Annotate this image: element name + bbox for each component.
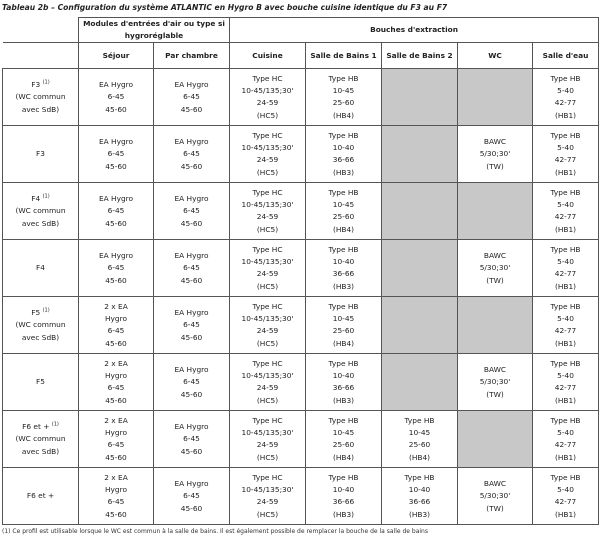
cell-line: 2 x EA — [104, 473, 128, 482]
col-wc: WC — [458, 43, 533, 69]
cell-sdb2 — [382, 183, 458, 240]
cell-line: 42-77 — [554, 326, 577, 336]
cell-line: 45-60 — [105, 452, 127, 462]
cell-line: 45-60 — [180, 161, 203, 171]
cell-cuisine — [230, 126, 306, 183]
cell-line: 45-60 — [105, 161, 127, 171]
cell-sdb1 — [306, 354, 382, 411]
table-row — [3, 354, 599, 411]
cell-line: Type HB — [550, 302, 581, 311]
cell-chambre — [154, 183, 230, 240]
cell-sdb1 — [306, 297, 382, 354]
cell-sdb2 — [382, 126, 458, 183]
cell-line: 45-60 — [180, 503, 203, 513]
cell-wc — [458, 297, 533, 354]
cell-line: 45-60 — [180, 218, 203, 228]
cell-line: 5-40 — [557, 428, 574, 438]
footnote-ref: (1) — [42, 193, 50, 200]
cell-line: 6-45 — [107, 149, 125, 159]
cell-line: (HB4) — [332, 338, 355, 348]
cell-line: 10-45/135;30' — [241, 143, 294, 153]
cell-chambre — [154, 354, 230, 411]
cell-line: 6-45 — [107, 440, 125, 450]
table-row — [3, 411, 599, 468]
cell-line: 10-45 — [332, 200, 355, 210]
cell-line: Type HB — [404, 416, 435, 425]
cell-line: (HB4) — [408, 452, 431, 462]
cell-line: 2 x EA — [104, 302, 128, 311]
cell-chambre — [154, 69, 230, 126]
cell-line: 42-77 — [554, 269, 577, 279]
cell-sdb1 — [306, 240, 382, 297]
cell-line: Type HB — [328, 416, 359, 425]
cell-line: Type HB — [328, 359, 359, 368]
table-row — [3, 183, 599, 240]
cell-line: 10-45/135;30' — [241, 485, 294, 495]
cell-line: 24-59 — [256, 326, 279, 336]
cell-line: Hygro — [104, 485, 128, 495]
cell-line: 45-60 — [105, 275, 127, 285]
cell-line: Type HB — [328, 473, 359, 482]
cell-sdb2 — [382, 468, 458, 525]
cell-line: 24-59 — [256, 155, 279, 165]
cell-line: (HC5) — [256, 452, 279, 462]
cell-line: (HC5) — [256, 167, 279, 177]
cell-line: Type HB — [328, 245, 359, 254]
footnote-ref: (1) — [42, 79, 50, 86]
table-row — [3, 126, 599, 183]
cell-eau — [533, 297, 599, 354]
row-label-line: F4 $^{(1)}$ — [31, 193, 50, 204]
col-salle-eau: Salle d'eau — [533, 43, 599, 69]
cell-sdb2 — [382, 354, 458, 411]
row-label-line: (WC commun — [15, 434, 66, 444]
row-label — [3, 297, 79, 354]
table-title: Tableau 2b – Configuration du système ATLANTIC en Hygro B avec bouche cuisine identique du F3 au F7 — [2, 3, 448, 12]
cell-line: 10-45 — [332, 314, 355, 324]
cell-line: Type HB — [550, 188, 581, 197]
cell-line: 2 x EA — [104, 416, 128, 425]
cell-line: 10-45/135;30' — [241, 86, 294, 96]
cell-line: EA Hygro — [174, 365, 209, 375]
cell-line: (TW) — [486, 389, 504, 399]
cell-line: 36-66 — [408, 497, 431, 507]
cell-eau — [533, 468, 599, 525]
cell-line: 6-45 — [183, 149, 200, 159]
cell-line: 5/30;30' — [479, 491, 511, 501]
cell-chambre — [154, 411, 230, 468]
row-label — [3, 69, 79, 126]
cell-eau — [533, 240, 599, 297]
cell-line: 6-45 — [183, 377, 200, 387]
row-label-line: F3 — [36, 149, 45, 159]
cell-line: (HB1) — [554, 452, 577, 462]
cell-line: 5-40 — [557, 86, 574, 96]
cell-line: 45-60 — [105, 338, 127, 348]
table-row — [3, 297, 599, 354]
cell-line: 10-40 — [332, 485, 355, 495]
cell-line: EA Hygro — [98, 194, 134, 204]
row-label-line: F6 et + $^{(1)}$ — [22, 421, 59, 432]
cell-line: 6-45 — [183, 206, 200, 216]
row-label-line: avec SdB) — [21, 104, 60, 114]
cell-line: 10-45 — [408, 428, 431, 438]
modules-header: Modules d'entrées d'air ou type si hygroréglable — [79, 18, 230, 43]
row-label-line: avec SdB) — [21, 332, 60, 342]
cell-line: 24-59 — [256, 383, 279, 393]
cell-line: (TW) — [486, 161, 504, 171]
cell-line: EA Hygro — [174, 422, 209, 432]
row-label — [3, 411, 79, 468]
cell-line: EA Hygro — [174, 479, 209, 489]
cell-line: 10-40 — [332, 371, 355, 381]
cell-line: (HB3) — [332, 167, 355, 177]
row-label — [3, 468, 79, 525]
cell-line: Type HC — [252, 359, 283, 368]
cell-line: BAWC — [483, 479, 507, 489]
footnote-ref: (1) — [42, 307, 50, 314]
cell-line: 24-59 — [256, 497, 279, 507]
table-row — [3, 240, 599, 297]
cell-line: 42-77 — [554, 212, 577, 222]
cell-line: 36-66 — [332, 155, 355, 165]
cell-chambre — [154, 297, 230, 354]
col-sdb2: Salle de Bains 2 — [382, 43, 458, 69]
cell-line: 6-45 — [107, 263, 125, 273]
cell-line: Type HC — [252, 74, 283, 83]
cell-line: BAWC — [483, 251, 507, 261]
cell-line: EA Hygro — [174, 308, 209, 318]
cell-line: Type HB — [550, 359, 581, 368]
cell-line: 36-66 — [332, 383, 355, 393]
table-row — [3, 69, 599, 126]
cell-line: 10-45/135;30' — [241, 371, 294, 381]
cell-line: 25-60 — [332, 98, 355, 108]
cell-line: Type HB — [550, 245, 581, 254]
cell-line: EA Hygro — [174, 137, 209, 147]
cell-sejour — [79, 297, 154, 354]
col-sdb1: Salle de Bains 1 — [306, 43, 382, 69]
cell-line: 25-60 — [332, 440, 355, 450]
cell-wc — [458, 126, 533, 183]
cell-line: EA Hygro — [174, 80, 209, 90]
row-label-line: avec SdB) — [21, 446, 60, 456]
cell-line: 6-45 — [183, 92, 200, 102]
cell-line: (HB3) — [332, 281, 355, 291]
row-label — [3, 126, 79, 183]
cell-wc — [458, 354, 533, 411]
cell-chambre — [154, 240, 230, 297]
corner-cell-2 — [3, 43, 79, 69]
row-label-line: F5 $^{(1)}$ — [31, 307, 50, 318]
row-label-line: (WC commun — [15, 92, 66, 102]
cell-cuisine — [230, 411, 306, 468]
row-label-line: F3 $^{(1)}$ — [31, 79, 50, 90]
cell-line: (HB3) — [408, 509, 431, 519]
cell-line: 6-45 — [107, 326, 125, 336]
cell-line: Type HB — [550, 416, 581, 425]
cell-line: (HB4) — [332, 110, 355, 120]
cell-sdb1 — [306, 468, 382, 525]
cell-sejour — [79, 468, 154, 525]
cell-cuisine — [230, 69, 306, 126]
cell-line: 24-59 — [256, 440, 279, 450]
cell-line: Type HB — [328, 188, 359, 197]
cell-line: 36-66 — [332, 497, 355, 507]
cell-line: (HB4) — [332, 224, 355, 234]
cell-line: 6-45 — [107, 92, 125, 102]
cell-line: 10-45/135;30' — [241, 257, 294, 267]
cell-line: EA Hygro — [174, 194, 209, 204]
cell-cuisine — [230, 354, 306, 411]
cell-line: 42-77 — [554, 440, 577, 450]
cell-line: 45-60 — [180, 389, 203, 399]
cell-sdb1 — [306, 69, 382, 126]
cell-line: (TW) — [486, 503, 504, 513]
cell-line: 5-40 — [557, 200, 574, 210]
cell-line: (HB3) — [332, 509, 355, 519]
cell-eau — [533, 183, 599, 240]
cell-sdb1 — [306, 411, 382, 468]
row-label — [3, 354, 79, 411]
cell-line: Type HB — [328, 131, 359, 140]
cell-line: EA Hygro — [98, 137, 134, 147]
cell-line: 5/30;30' — [479, 149, 511, 159]
cell-sdb2 — [382, 69, 458, 126]
cell-line: Type HB — [328, 302, 359, 311]
row-label-line: (WC commun — [15, 206, 66, 216]
cell-line: 6-45 — [183, 491, 200, 501]
cell-chambre — [154, 468, 230, 525]
cell-sejour — [79, 126, 154, 183]
cell-line: 45-60 — [180, 104, 203, 114]
row-label — [3, 183, 79, 240]
cell-line: BAWC — [483, 137, 507, 147]
cell-line: (HB1) — [554, 338, 577, 348]
col-cuisine: Cuisine — [230, 43, 306, 69]
cell-cuisine — [230, 297, 306, 354]
cell-line: Hygro — [104, 371, 128, 381]
cell-cuisine — [230, 183, 306, 240]
cell-wc — [458, 468, 533, 525]
row-label-line: F5 — [36, 377, 45, 387]
cell-line: (HC5) — [256, 281, 279, 291]
col-sejour: Séjour — [79, 43, 154, 69]
cell-line: (HC5) — [256, 110, 279, 120]
cell-line: (HB1) — [554, 281, 577, 291]
cell-line: 10-45 — [332, 428, 355, 438]
cell-sejour — [79, 411, 154, 468]
cell-sdb1 — [306, 126, 382, 183]
cell-wc — [458, 69, 533, 126]
cell-line: 45-60 — [105, 218, 127, 228]
cell-line: 5/30;30' — [479, 263, 511, 273]
cell-line: 10-45/135;30' — [241, 314, 294, 324]
cell-line: 10-45/135;30' — [241, 200, 294, 210]
cell-line: 5-40 — [557, 314, 574, 324]
col-par-chambre: Par chambre — [154, 43, 230, 69]
cell-line: Type HB — [550, 131, 581, 140]
cell-line: 25-60 — [332, 212, 355, 222]
cell-line: (HB1) — [554, 509, 577, 519]
cell-line: 45-60 — [180, 332, 203, 342]
cell-line: 45-60 — [105, 395, 127, 405]
cell-line: (HB1) — [554, 110, 577, 120]
cell-line: (HC5) — [256, 509, 279, 519]
cell-line: (TW) — [486, 275, 504, 285]
corner-cell — [3, 18, 79, 43]
cell-line: 10-40 — [408, 485, 431, 495]
cell-sejour — [79, 240, 154, 297]
cell-line: (HC5) — [256, 224, 279, 234]
cell-line: EA Hygro — [174, 251, 209, 261]
row-label-line: F6 et + — [26, 491, 55, 501]
cell-line: 45-60 — [105, 509, 127, 519]
cell-sdb2 — [382, 240, 458, 297]
cell-eau — [533, 126, 599, 183]
cell-line: (HC5) — [256, 395, 279, 405]
cell-line: 42-77 — [554, 497, 577, 507]
cell-line: 42-77 — [554, 98, 577, 108]
cell-line: (HB1) — [554, 395, 577, 405]
cell-line: (HB1) — [554, 224, 577, 234]
cell-line: (HC5) — [256, 338, 279, 348]
table-row — [3, 468, 599, 525]
cell-line: 6-45 — [107, 206, 125, 216]
cell-line: (HB3) — [332, 395, 355, 405]
cell-line: Type HC — [252, 416, 283, 425]
row-label-line: avec SdB) — [21, 218, 60, 228]
cell-line: Type HB — [550, 473, 581, 482]
cell-wc — [458, 240, 533, 297]
cell-line: Type HB — [328, 74, 359, 83]
bouches-header: Bouches d'extraction — [230, 18, 599, 43]
cell-eau — [533, 354, 599, 411]
cell-line: Type HB — [404, 473, 435, 482]
row-label-line: F4 — [36, 263, 45, 273]
cell-line: 24-59 — [256, 98, 279, 108]
cell-line: Type HC — [252, 188, 283, 197]
cell-line: 25-60 — [332, 326, 355, 336]
cell-line: 5-40 — [557, 143, 574, 153]
row-label — [3, 240, 79, 297]
cell-line: BAWC — [483, 365, 507, 375]
cell-line: 24-59 — [256, 269, 279, 279]
cell-line: 10-40 — [332, 257, 355, 267]
cell-line: 6-45 — [107, 383, 125, 393]
cell-line: 6-45 — [183, 263, 200, 273]
cell-cuisine — [230, 240, 306, 297]
cell-sejour — [79, 183, 154, 240]
cell-line: EA Hygro — [98, 251, 134, 261]
footnote: (1) Ce profil est utilisable lorsque le WC est commun à la salle de bains. Il est également possible de remplacer la bouche de la salle de bains — [2, 528, 428, 535]
cell-line: 36-66 — [332, 269, 355, 279]
cell-line: 25-60 — [408, 440, 431, 450]
cell-sdb1 — [306, 183, 382, 240]
cell-line: 5-40 — [557, 257, 574, 267]
cell-line: 2 x EA — [104, 359, 128, 368]
cell-sejour — [79, 354, 154, 411]
cell-eau — [533, 69, 599, 126]
cell-line: 6-45 — [107, 497, 125, 507]
cell-wc — [458, 411, 533, 468]
cell-chambre — [154, 126, 230, 183]
cell-sdb2 — [382, 411, 458, 468]
cell-line: 5-40 — [557, 371, 574, 381]
cell-eau — [533, 411, 599, 468]
row-label-line: (WC commun — [15, 320, 66, 330]
cell-line: 6-45 — [183, 434, 200, 444]
cell-line: (HB4) — [332, 452, 355, 462]
cell-line: (HB1) — [554, 167, 577, 177]
cell-line: Type HC — [252, 131, 283, 140]
cell-sdb2 — [382, 297, 458, 354]
cell-cuisine — [230, 468, 306, 525]
cell-line: Hygro — [104, 314, 128, 324]
cell-line: 45-60 — [105, 104, 127, 114]
cell-line: 10-40 — [332, 143, 355, 153]
cell-line: 42-77 — [554, 383, 577, 393]
cell-line: 5/30;30' — [479, 377, 511, 387]
cell-line: Type HC — [252, 302, 283, 311]
cell-wc — [458, 183, 533, 240]
cell-line: EA Hygro — [98, 80, 134, 90]
cell-line: 6-45 — [183, 320, 200, 330]
footnote-ref: (1) — [51, 421, 59, 428]
cell-line: 24-59 — [256, 212, 279, 222]
cell-line: 5-40 — [557, 485, 574, 495]
cell-line: 10-45/135;30' — [241, 428, 294, 438]
cell-line: Type HC — [252, 245, 283, 254]
cell-line: 45-60 — [180, 275, 203, 285]
cell-line: Type HC — [252, 473, 283, 482]
cell-line: 42-77 — [554, 155, 577, 165]
cell-sejour — [79, 69, 154, 126]
cell-line: 45-60 — [180, 446, 203, 456]
cell-line: Hygro — [104, 428, 128, 438]
cell-line: Type HB — [550, 74, 581, 83]
cell-line: 10-45 — [332, 86, 355, 96]
configuration-table — [2, 17, 599, 525]
